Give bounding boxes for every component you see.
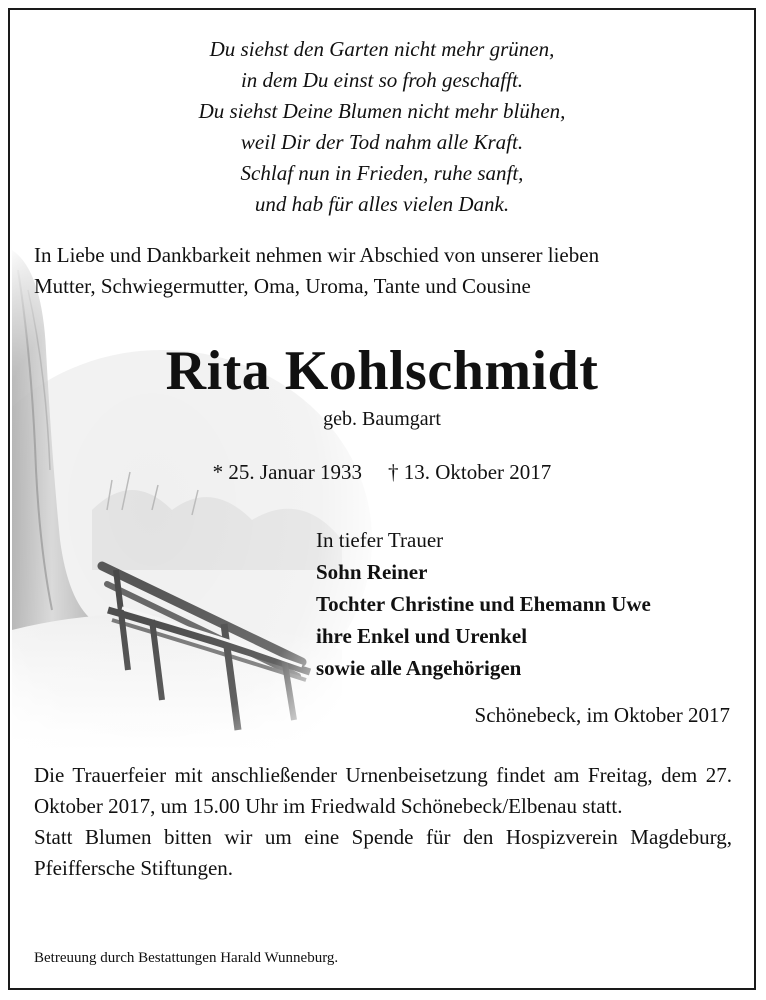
life-dates (10, 458, 754, 486)
deceased-name: Rita Kohlschmidt (165, 340, 599, 402)
donation-request: Statt Blumen bitten wir um eine Spende für den Hospizverein Magdeburg, Pfeiffersche Stiftungen. (34, 825, 732, 880)
poem-line: Du siehst den Garten nicht mehr grünen, (209, 37, 555, 61)
mourners-lead: In tiefer Trauer (316, 528, 444, 552)
intro-text (34, 240, 734, 302)
poem-line: weil Dir der Tod nahm alle Kraft. (240, 130, 524, 154)
mourner-entry: ihre Enkel und Urenkel (316, 624, 528, 648)
poem-line: in dem Du einst so froh geschafft. (240, 68, 524, 92)
death-date: † 13. Oktober 2017 (387, 460, 552, 484)
mourner-entry: Tochter Christine und Ehemann Uwe (316, 592, 651, 616)
intro-line: In Liebe und Dankbarkeit nehmen wir Abschied von unserer lieben (34, 243, 600, 267)
poem-line: und hab für alles vielen Dank. (254, 192, 510, 216)
poem (10, 34, 754, 220)
birth-name: geb. Baumgart (323, 408, 441, 430)
funeral-details: Die Trauerfeier mit anschließender Urnenbeisetzung findet am Freitag, dem 27. Oktober 2017, um 15.00 Uhr im Friedwald Schönebeck/Elbenau statt. (34, 763, 732, 818)
mourner-entry: sowie alle Angehörigen (316, 656, 522, 680)
poem-line: Schlaf nun in Frieden, ruhe sanft, (240, 161, 524, 185)
obituary-frame (8, 8, 756, 990)
intro-line: Mutter, Schwiegermutter, Oma, Uroma, Tante und Cousine (34, 274, 531, 298)
mourners-block (316, 524, 746, 684)
poem-line: Du siehst Deine Blumen nicht mehr blühen, (198, 99, 566, 123)
funeral-notice (34, 760, 732, 884)
place-date: Schönebeck, im Oktober 2017 (474, 703, 730, 727)
mourner-entry: Sohn Reiner (316, 560, 428, 584)
birth-date: * 25. Januar 1933 (212, 460, 362, 484)
undertaker-credit: Betreuung durch Bestattungen Harald Wunneburg. (34, 950, 339, 966)
